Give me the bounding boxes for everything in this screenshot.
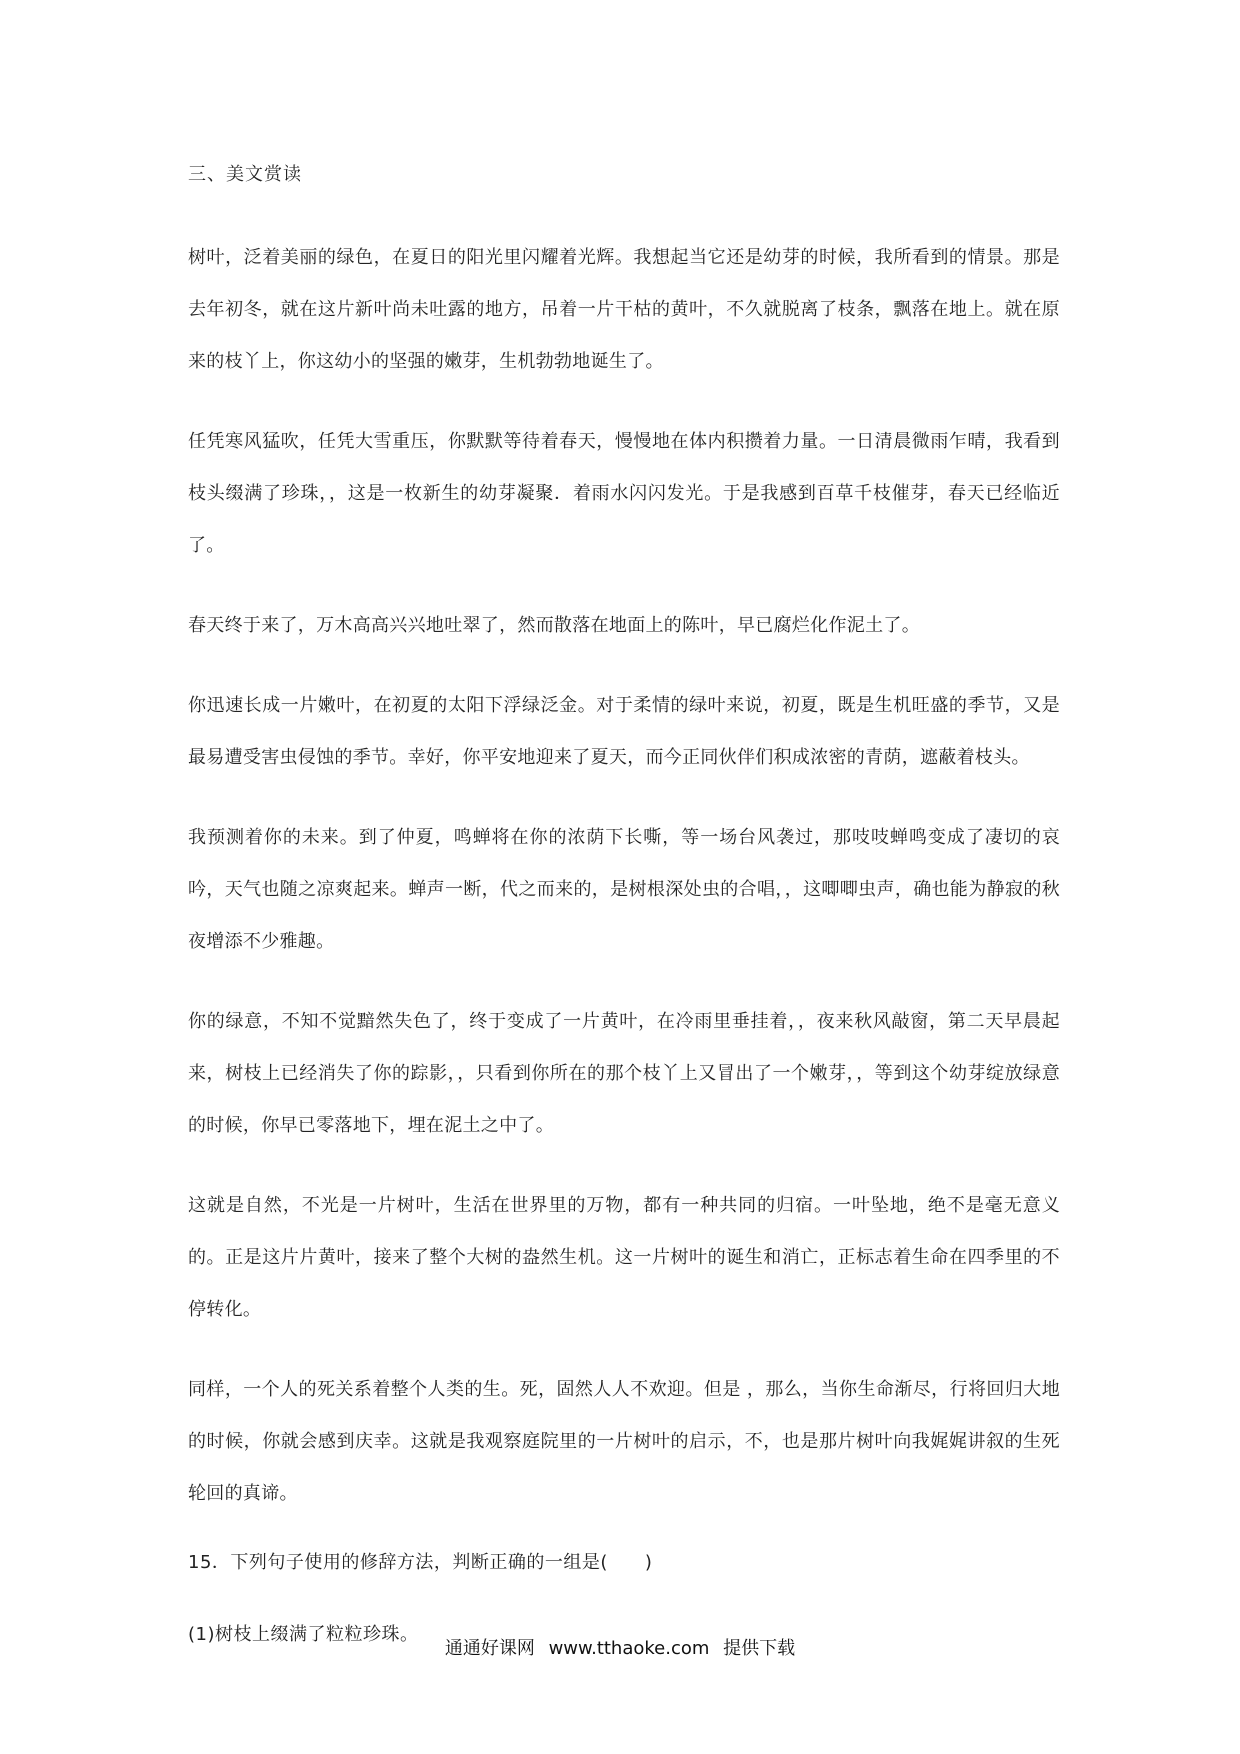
question-15: 15．下列句子使用的修辞方法，判断正确的一组是( ) [188, 1552, 653, 1573]
footer-suffix: 提供下载 [723, 1638, 796, 1659]
paragraph-7: 这就是自然，不光是一片树叶，生活在世界里的万物，都有一种共同的归宿。一叶坠地，绝不是毫无意义的。正是这片片黄叶，接来了整个大树的盎然生机。这一片树叶的诞生和消亡，正标志着生命在四季里的不停转化。 [188, 1195, 1060, 1320]
section-heading: 三、美文赏读 [188, 164, 302, 185]
footer-site-name: 通通好课网 [444, 1638, 535, 1659]
paragraph-1: 树叶，泛着美丽的绿色，在夏日的阳光里闪耀着光辉。我想起当它还是幼芽的时候，我所看到的情景。那是去年初冬，就在这片新叶尚未吐露的地方，吊着一片干枯的黄叶，不久就脱离了枝条，飘落在地上。就在原来的枝丫上，你这幼小的坚强的嫩芽，生机勃勃地诞生了。 [188, 247, 1060, 372]
footer-url[interactable]: www.tthaoke.com [548, 1638, 710, 1659]
paragraph-3: 春天终于来了，万木高高兴兴地吐翠了，然而散落在地面上的陈叶，早已腐烂化作泥土了。 [188, 615, 920, 636]
question-option-1: (1)树枝上缀满了粒粒珍珠。 [188, 1624, 419, 1645]
paragraph-6: 你的绿意，不知不觉黯然失色了，终于变成了一片黄叶，在冷雨里垂挂着，，夜来秋风敲窗，第二天早晨起来，树枝上已经消失了你的踪影，，只看到你所在的那个枝丫上又冒出了一个嫩芽，，等到这个幼芽绽放绿意的时候，你早已零落地下，埋在泥土之中了。 [188, 1011, 1060, 1136]
document-content [188, 160, 1060, 1650]
paragraph-5: 我预测着你的未来。到了仲夏，鸣蝉将在你的浓荫下长嘶，等一场台风袭过，那吱吱蝉鸣变成了凄切的哀吟，天气也随之凉爽起来。蝉声一断，代之而来的，是树根深处虫的合唱，，这唧唧虫声，确也能为静寂的秋夜增添不少雅趣。 [188, 827, 1060, 952]
paragraph-4: 你迅速长成一片嫩叶，在初夏的太阳下浮绿泛金。对于柔情的绿叶来说，初夏，既是生机旺盛的季节，又是最易遭受害虫侵蚀的季节。幸好，你平安地迎来了夏天，而今正同伙伴们积成浓密的青荫，遮蔽着枝头。 [188, 695, 1060, 768]
page-footer [0, 1634, 1240, 1664]
paragraph-2: 任凭寒风猛吹，任凭大雪重压，你默默等待着春天，慢慢地在体内积攒着力量。一日清晨微雨乍晴，我看到枝头缀满了珍珠，，这是一枚新生的幼芽凝聚．着雨水闪闪发光。于是我感到百草千枝催芽，春天已经临近了。 [188, 431, 1060, 556]
paragraph-8: 同样，一个人的死关系着整个人类的生。死，固然人人不欢迎。但是 ，那么，当你生命渐尽，行将回归大地的时候，你就会感到庆幸。这就是我观察庭院里的一片树叶的启示，不，也是那片树叶向我娓娓讲叙的生死轮回的真谛。 [188, 1379, 1060, 1504]
